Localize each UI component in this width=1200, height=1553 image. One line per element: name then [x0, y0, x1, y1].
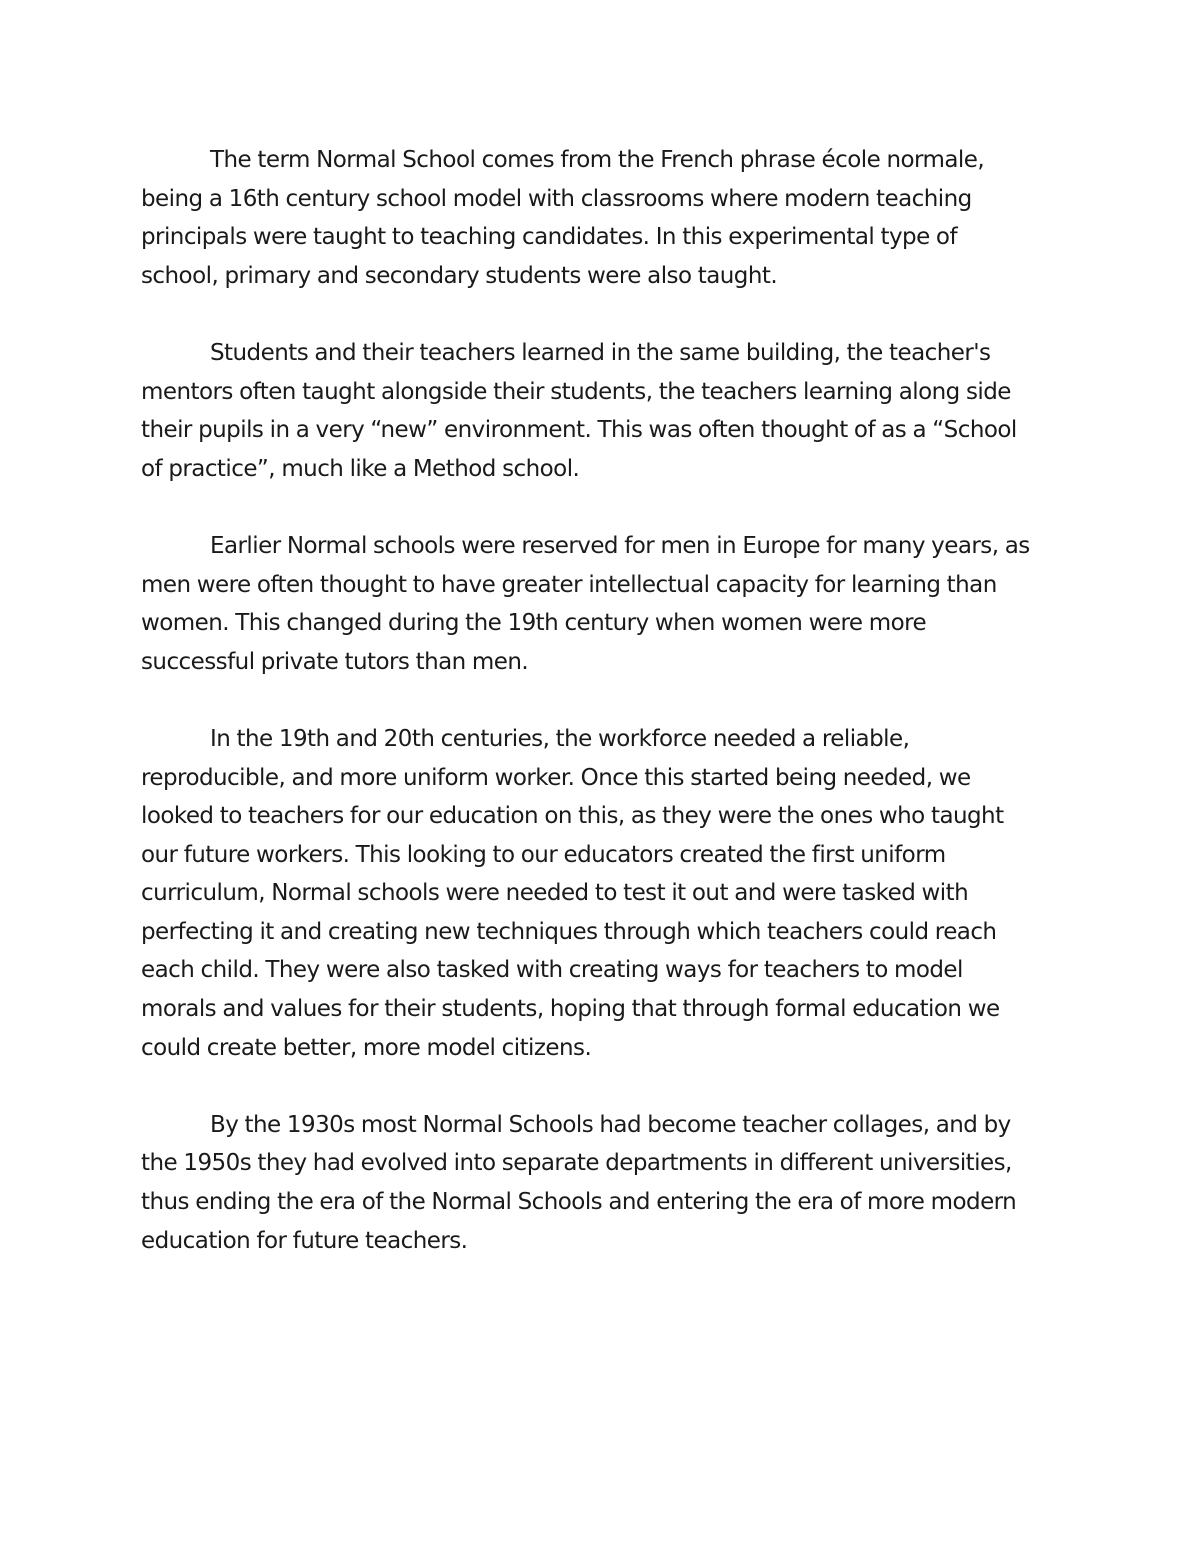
text-line: thus ending the era of the Normal Schools and entering the era of more modern: [141, 1189, 1017, 1216]
text-line: our future workers. This looking to our educators created the first uniform: [141, 841, 946, 868]
paragraph-2: [141, 334, 1051, 488]
text-line: mentors often taught alongside their students, the teachers learning along side: [141, 378, 1011, 405]
text-line: morals and values for their students, hoping that through formal education we: [141, 996, 1000, 1023]
text-line: looked to teachers for our education on this, as they were the ones who taught: [141, 803, 1004, 830]
text-line: women. This changed during the 19th century when women were more: [141, 610, 927, 637]
text-line: principals were taught to teaching candidates. In this experimental type of: [141, 224, 958, 251]
text-line: men were often thought to have greater intellectual capacity for learning than: [141, 571, 997, 598]
paragraph-5: [141, 1106, 1051, 1260]
paragraph-3: [141, 527, 1051, 681]
text-line: In the 19th and 20th centuries, the workforce needed a reliable,: [210, 725, 910, 752]
text-line: the 1950s they had evolved into separate departments in different universities,: [141, 1150, 1012, 1177]
paragraph-4: [141, 720, 1051, 1067]
text-line: Earlier Normal schools were reserved for men in Europe for many years, as: [210, 532, 1030, 559]
text-line: each child. They were also tasked with creating ways for teachers to model: [141, 957, 963, 984]
text-line: The term Normal School comes from the French phrase école normale,: [210, 147, 985, 173]
text-line: school, primary and secondary students were also taught.: [141, 262, 778, 289]
text-line: reproducible, and more uniform worker. Once this started being needed, we: [141, 764, 971, 791]
text-line: Students and their teachers learned in the same building, the teacher's: [210, 339, 991, 366]
text-line: their pupils in a very “new” environment. This was often thought of as a “School: [141, 417, 1017, 444]
text-line: of practice”, much like a Method school.: [141, 455, 580, 482]
text-line: successful private tutors than men.: [141, 648, 529, 675]
text-line: could create better, more model citizens.: [141, 1034, 592, 1061]
text-line: being a 16th century school model with classrooms where modern teaching: [141, 185, 972, 212]
text-line: By the 1930s most Normal Schools had become teacher collages, and by: [210, 1111, 1011, 1138]
text-line: perfecting it and creating new techniques through which teachers could reach: [141, 918, 997, 945]
document-body: [141, 141, 1051, 1299]
text-line: curriculum, Normal schools were needed to test it out and were tasked with: [141, 880, 969, 907]
text-line: education for future teachers.: [141, 1227, 468, 1254]
paragraph-1: [141, 141, 1051, 295]
